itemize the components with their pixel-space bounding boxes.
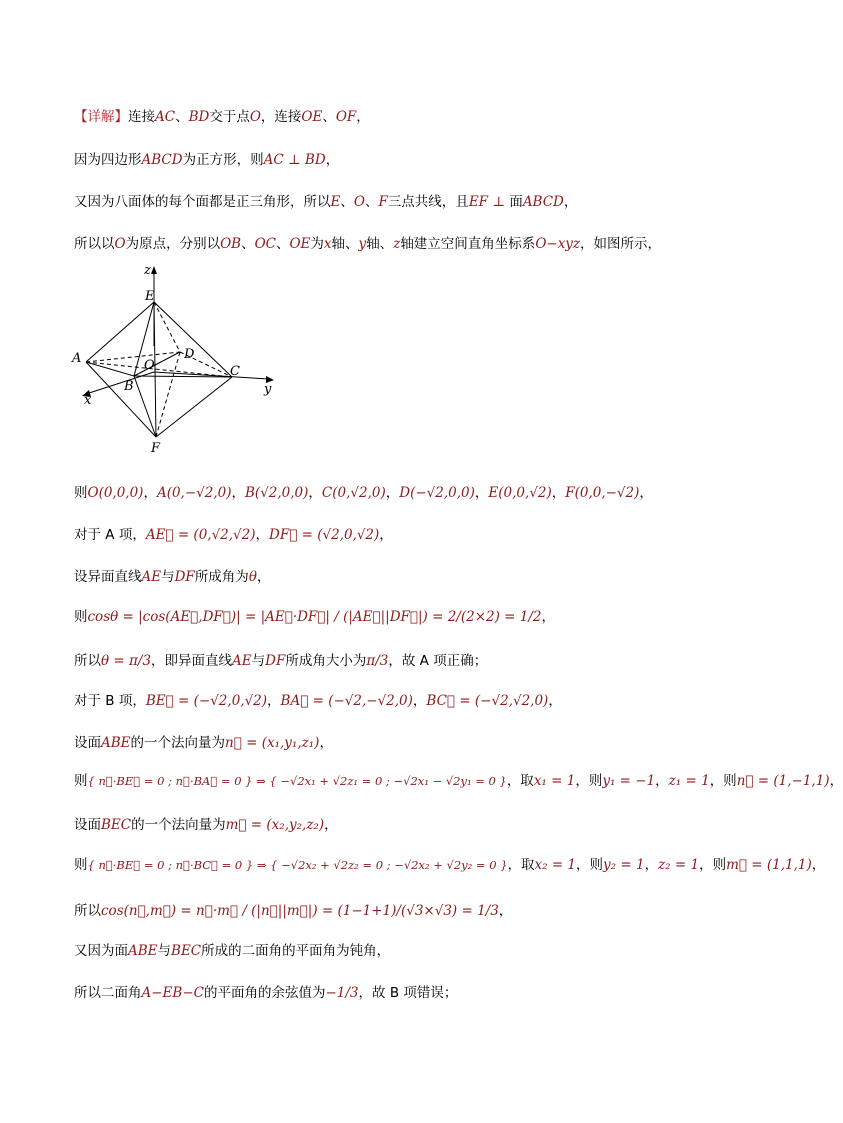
y-axis [154,372,269,379]
octahedron-figure [64,262,284,462]
line-4: 所以以O为原点，分别以OB、OC、OE为x轴、y轴、z轴建立空间直角坐标系O−xyz，如图所示， [74,236,662,252]
x-axis [86,372,154,394]
label-x: x [84,393,92,408]
label-F: F [151,441,161,456]
label-z: z [144,263,151,278]
line-8: 则cosθ = |cos(AE⃗,DF⃗)| = |AE⃗·DF⃗| / (|AE⃗||DF⃗|) = 2/(2×2) = 1/2， [74,609,555,625]
line-15: 所以cos(n⃗,m⃗) = n⃗·m⃗ / (|n⃗||m⃗|) = (1−1+1)/(√3×√3) = 1/3， [74,903,513,919]
line-3: 又因为八面体的每个面都是正三角形，所以E、O、F三点共线，且EF ⊥ 面ABCD， [74,194,578,210]
label-E: E [145,289,155,304]
line-11: 设面ABE的一个法向量为n⃗ = (x₁,y₁,z₁)， [74,735,333,751]
line-2: 因为四边形ABCD为正方形，则AC ⊥ BD， [74,152,340,168]
line-17: 所以二面角A−EB−C的平面角的余弦值为−1/3，故 B 项错误； [74,985,458,1001]
line-13: 设面BEC的一个法向量为m⃗ = (x₂,y₂,z₂)， [74,817,338,833]
line-10: 对于 B 项，BE⃗ = (−√2,0,√2)，BA⃗ = (−√2,−√2,0)，BC⃗ = (−√2,√2,0)， [74,693,562,709]
line-7: 设异面直线AE与DF所成角为θ， [74,569,271,585]
label-D: D [184,347,195,362]
label-C: C [230,364,240,379]
label-y: y [264,382,272,397]
line-6: 对于 A 项，AE⃗ = (0,√2,√2)，DF⃗ = (√2,0,√2)， [74,527,393,543]
line-14: 则{ n⃗·BE⃗ = 0 ; n⃗·BC⃗ = 0 } ⇒ { −√2x₂ + √2z₂ = 0 ; −√2x₂ + √2y₂ = 0 }，取x₂ = 1，则y₂ = 1，z₂ = 1，则m⃗ = (1,1,1)， [74,857,826,873]
line-16: 又因为面ABE与BEC所成的二面角的平面角为钝角， [74,943,391,959]
line-1: 【详解】连接AC、BD交于点O，连接OE、OF， [74,109,370,125]
line-9: 所以θ = π/3，即异面直线AE与DF所成角大小为π/3，故 A 项正确； [74,653,488,669]
line-12: 则{ n⃗·BE⃗ = 0 ; n⃗·BA⃗ = 0 } ⇒ { −√2x₁ + √2z₁ = 0 ; −√2x₁ − √2y₁ = 0 }，取x₁ = 1，则y₁ = −1，z₁ = 1，则n⃗ = (1,−1,1)， [74,773,843,789]
detail-tag: 【详解】 [74,109,128,125]
label-B: B [124,379,134,394]
label-O: O [144,358,155,373]
line-5: 则O(0,0,0)，A(0,−√2,0)，B(√2,0,0)，C(0,√2,0)，D(−√2,0,0)，E(0,0,√2)，F(0,0,−√2)， [74,485,653,501]
z-axis-arrow [151,266,157,274]
label-A: A [72,351,82,366]
